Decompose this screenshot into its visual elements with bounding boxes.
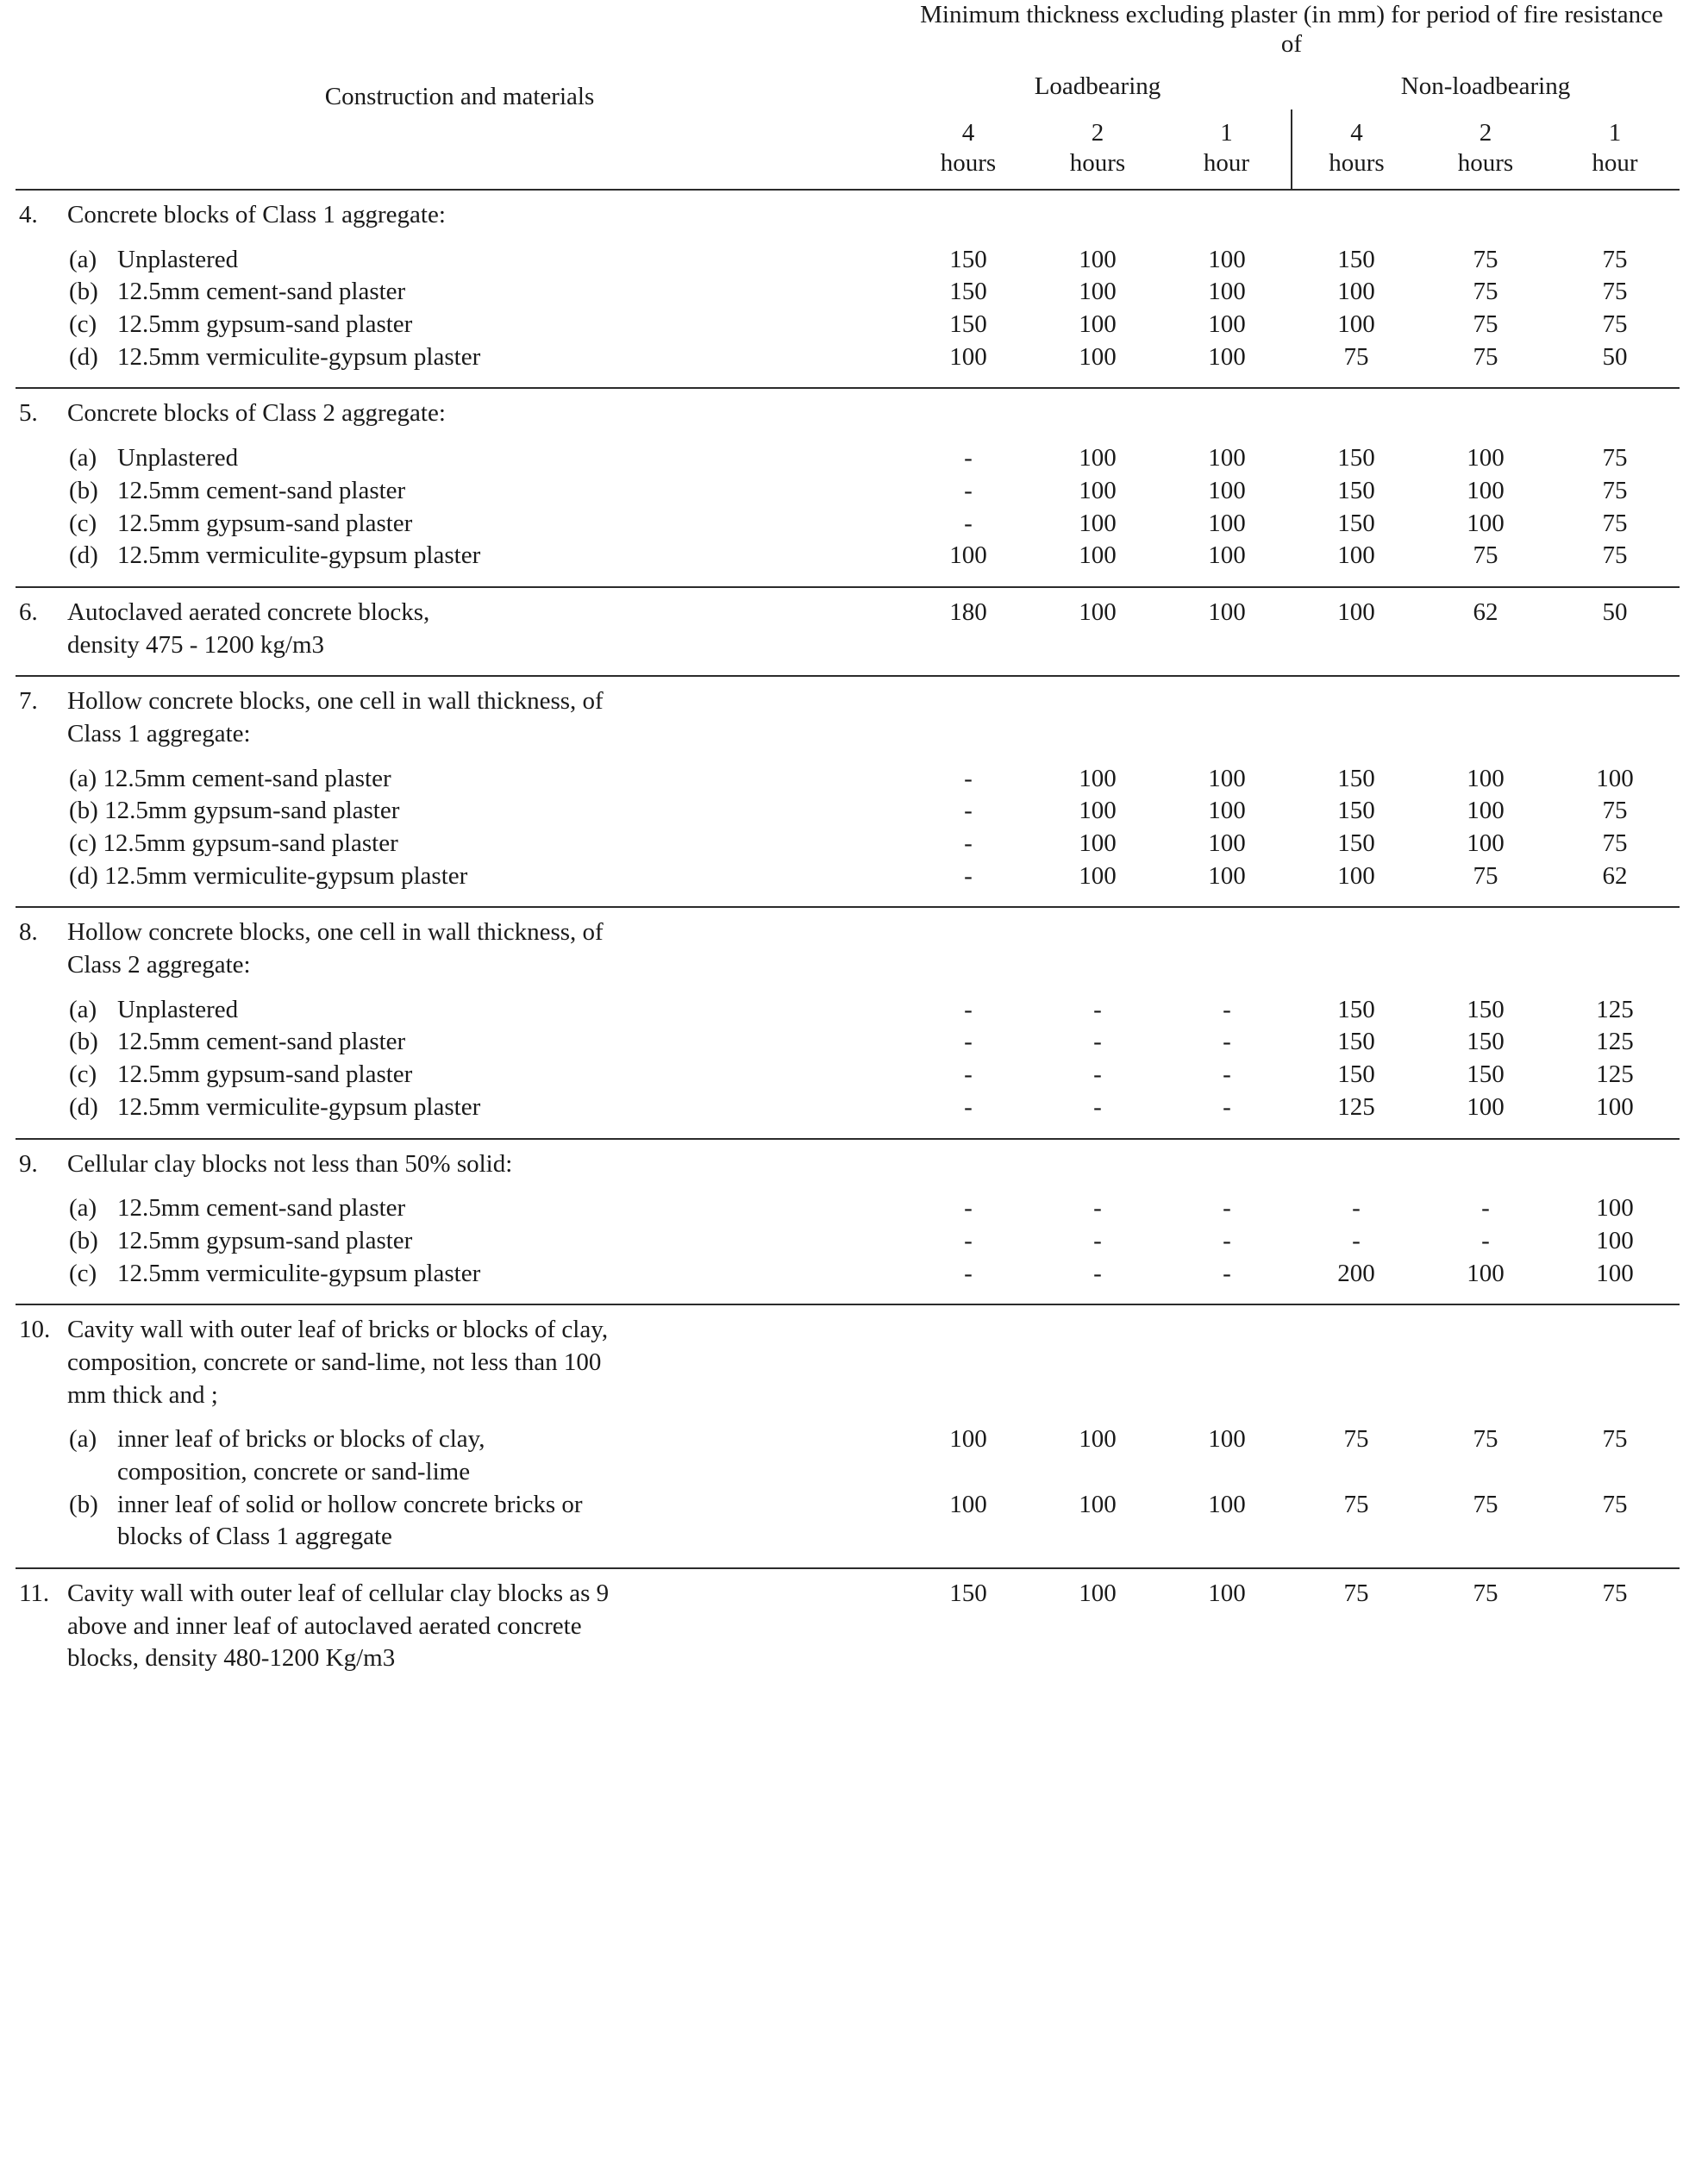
value-cell [1033,190,1162,388]
header-hours-nlb-2 [1421,109,1550,190]
value-cell [1292,676,1421,907]
header-row-title [16,0,1680,64]
value-cell [1033,907,1162,1138]
value-cell [1162,676,1292,907]
value-cell [1421,1304,1550,1568]
value-group: 100 100 100 100 [1208,764,1246,890]
row-description [16,587,904,676]
value-cell: 75 [1473,1579,1498,1608]
value-cell: 100 [1079,1579,1117,1608]
value-cell [1550,190,1680,388]
value-cell [904,676,1033,907]
sub-item-list [19,442,890,572]
value-group: - - - - [1093,995,1102,1121]
value-cell [1162,190,1292,388]
list-item: (a) 12.5mm cement-sand plaster [69,1194,406,1223]
table-row [16,1139,1680,1305]
value-cell [1292,190,1421,388]
value-cell [1292,1139,1421,1305]
row-description [16,907,904,1138]
row-description [16,388,904,586]
table-row [16,676,1680,907]
header-hours-lb-4 [904,109,1033,190]
value-cell: 180 [949,597,987,626]
value-cell [904,388,1033,586]
list-item: (b) 12.5mm gypsum-sand plaster [69,1226,413,1254]
value-group: - - - - [1223,995,1231,1121]
list-item: (c) 12.5mm gypsum-sand plaster [69,310,413,339]
list-item: (c) 12.5mm gypsum-sand plaster [69,1060,413,1089]
list-item: (b) 12.5mm cement-sand plaster [69,1028,406,1056]
value-cell [1550,1304,1680,1568]
header-span-title: Minimum thickness excluding plaster (in mm) for period of fire resistance of [920,1,1663,59]
list-item: (b) inner leaf of solid or hollow concrete bricks or blocks of Class 1 aggregate [69,1490,583,1551]
value-cell [1033,1304,1162,1568]
table-row [16,1568,1680,1689]
value-cell [1162,907,1292,1138]
value-group: 100 75 75 62 [1596,764,1634,890]
value-cell [1162,1139,1292,1305]
table-row [16,587,1680,676]
value-group: - - - - [964,764,973,890]
value-cell [1292,388,1421,586]
list-item: (c) 12.5mm vermiculite-gypsum plaster [69,1259,481,1287]
value-cell: 150 [949,1579,987,1608]
row-title: 4. Concrete blocks of Class 1 aggregate: [19,201,446,229]
list-item: (a) Unplastered [69,444,239,472]
list-item: (d) 12.5mm vermiculite-gypsum plaster [69,342,481,371]
value-cell [1162,1304,1292,1568]
row-title: 8. Hollow concrete blocks, one cell in wall thickness, of Class 2 aggregate: [19,918,604,979]
table-row [16,1304,1680,1568]
list-item: (b) 12.5mm cement-sand plaster [69,476,406,504]
value-cell [1421,676,1550,907]
value-group: 100 100 100 75 [1467,444,1505,570]
value-group: 100 100 [1208,1425,1246,1518]
value-cell [904,907,1033,1138]
hours-unit: hours [1329,149,1385,178]
value-cell [1421,907,1550,1138]
row-title: 5. Concrete blocks of Class 2 aggregate: [19,399,446,428]
hours-number: 4 [1350,119,1363,147]
value-cell [1550,388,1680,586]
list-item: (a) inner leaf of bricks or blocks of clay, composition, concrete or sand-lime [69,1425,485,1486]
list-item: (b) 12.5mm cement-sand plaster [69,278,406,306]
value-cell [1292,907,1421,1138]
list-item: (c) 12.5mm gypsum-sand plaster [69,509,413,537]
value-group: - - - - [964,995,973,1121]
value-group: 100 100 100 100 [1079,444,1117,570]
value-cell [1162,388,1292,586]
value-group: - - 200 [1337,1194,1375,1287]
value-group: 75 75 [1473,1425,1498,1518]
table-row [16,190,1680,388]
hours-number: 4 [961,119,975,147]
sub-item-list [19,244,890,374]
hours-number: 2 [1091,119,1104,147]
value-cell [1421,1139,1550,1305]
value-group: 100 100 100 100 [1208,245,1246,371]
value-cell: 100 [1208,597,1246,626]
value-cell: 100 [1208,1579,1246,1608]
list-item: (b) 12.5mm gypsum-sand plaster [69,797,400,825]
value-cell: 100 [1337,597,1375,626]
row-title: 6. Autoclaved aerated concrete blocks, density 475 - 1200 kg/m3 [19,597,430,659]
value-cell: 75 [1602,1579,1628,1608]
row-title: 11. Cavity wall with outer leaf of cellular clay blocks as 9 above and inner leaf of autoclaved aerated concrete blocks, density 480-1200 Kg/m3 [19,1579,610,1673]
list-item: (c) 12.5mm gypsum-sand plaster [69,829,398,858]
hours-number: 1 [1608,119,1622,147]
value-cell [1550,676,1680,907]
sub-item-list [19,763,890,893]
value-group: 75 75 [1343,1425,1369,1518]
row-description [16,1304,904,1568]
value-cell [904,190,1033,388]
row-description [16,190,904,388]
value-group: 100 100 100 75 [1467,764,1505,890]
row-description [16,676,904,907]
list-item: (a) Unplastered [69,245,239,273]
hours-number: 1 [1220,119,1233,147]
hours-unit: hour [1203,149,1250,178]
fire-resistance-table [16,0,1680,1689]
hours-unit: hours [940,149,997,178]
sub-item-list [19,1192,890,1290]
hours-unit: hours [1457,149,1514,178]
value-cell: 50 [1602,597,1628,626]
table-row [16,388,1680,586]
value-group: 125 125 125 100 [1596,995,1634,1121]
value-cell [1421,388,1550,586]
hours-unit: hours [1069,149,1126,178]
value-cell [1033,1139,1162,1305]
value-group: 75 75 75 75 [1473,245,1498,371]
value-cell: 62 [1473,597,1498,626]
list-item: (d) 12.5mm vermiculite-gypsum plaster [69,861,468,890]
row-title: 7. Hollow concrete blocks, one cell in wall thickness, of Class 1 aggregate: [19,687,604,747]
value-group: 100 100 [1079,1425,1117,1518]
value-cell [1033,676,1162,907]
value-group: 150 150 150 100 [1467,995,1505,1121]
value-group: 150 100 100 75 [1337,245,1375,371]
value-cell [1033,388,1162,586]
value-group: 75 75 75 50 [1602,245,1628,371]
row-title: 10. Cavity wall with outer leaf of bricks or blocks of clay, composition, concrete or sand-lime, not less than 100 mm thick and ; [19,1316,609,1409]
header-group-loadbearing: Loadbearing [1034,72,1161,101]
list-item: (a) 12.5mm cement-sand plaster [69,764,391,792]
header-hours-nlb-4 [1292,109,1421,190]
row-description [16,1139,904,1305]
header-hours-lb-1 [1162,109,1292,190]
value-group: 75 75 75 75 [1602,444,1628,570]
value-cell [1550,1139,1680,1305]
value-group: - - - [1223,1194,1231,1287]
value-group: 100 100 100 100 [1079,764,1117,890]
value-group: 150 150 150 100 [1337,764,1375,890]
hours-number: 2 [1479,119,1492,147]
row-description [16,1568,904,1689]
value-cell [1421,190,1550,388]
header-construction-materials: Construction and materials [324,83,595,110]
row-title: 9. Cellular clay blocks not less than 50% solid: [19,1149,513,1178]
value-group: - - - [1093,1194,1102,1287]
list-item: (a) Unplastered [69,995,239,1023]
value-group: - - - [964,1194,973,1287]
value-cell: 75 [1343,1579,1369,1608]
sub-item-list [19,1423,890,1554]
value-cell: 100 [1079,597,1117,626]
value-group: 150 150 150 100 [949,245,987,371]
value-cell [1292,1304,1421,1568]
value-cell [1550,907,1680,1138]
sub-item-list [19,994,890,1124]
value-group: - - - 100 [949,444,987,570]
value-group: 100 100 100 100 [1079,245,1117,371]
value-cell [904,1304,1033,1568]
header-group-nonloadbearing: Non-loadbearing [1400,72,1571,101]
hours-unit: hour [1592,149,1638,178]
value-group: 75 75 [1602,1425,1628,1518]
header-hours-lb-2 [1033,109,1162,190]
list-item: (d) 12.5mm vermiculite-gypsum plaster [69,1092,481,1121]
value-group: 150 150 150 100 [1337,444,1375,570]
value-group: 100 100 100 [1596,1194,1634,1287]
table-row [16,907,1680,1138]
value-group: - - 100 [1467,1194,1505,1287]
value-group: 150 150 150 125 [1337,995,1375,1121]
list-item: (d) 12.5mm vermiculite-gypsum plaster [69,541,481,570]
value-cell [904,1139,1033,1305]
header-hours-nlb-1 [1550,109,1680,190]
value-group: 100 100 [949,1425,987,1518]
value-group: 100 100 100 100 [1208,444,1246,570]
